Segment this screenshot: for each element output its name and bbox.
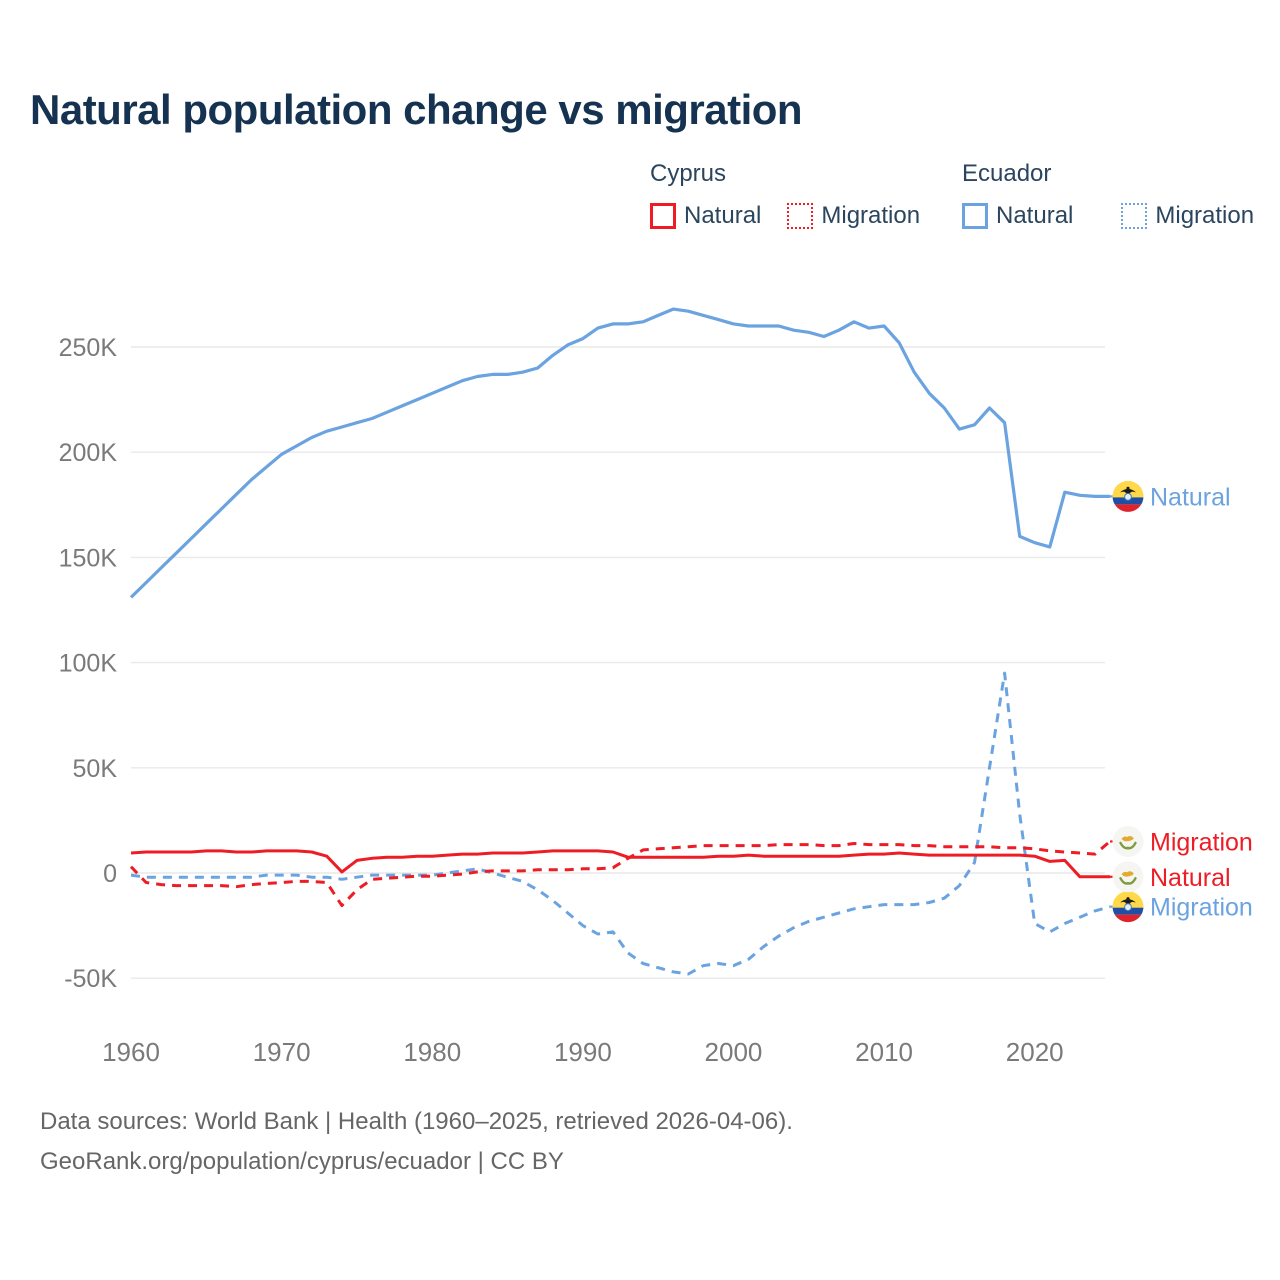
y-axis-tick-labels — [59, 334, 118, 993]
x-tick-label: 1980 — [403, 1037, 462, 1067]
ecuador-migration-line[interactable] — [131, 673, 1110, 974]
y-tick-label: -50K — [64, 965, 117, 994]
x-tick-label: 1990 — [553, 1037, 612, 1067]
ecuador-migration-end-label: Migration — [1150, 893, 1253, 922]
legend-label: Migration — [1155, 202, 1255, 229]
cyprus-natural-end-label: Natural — [1150, 863, 1231, 892]
gridlines — [131, 347, 1105, 978]
x-tick-label: 1970 — [252, 1037, 311, 1067]
legend-label: Natural — [684, 202, 762, 229]
cyprus-migration-end-label: Migration — [1150, 828, 1253, 857]
cyprus-flag-icon — [1113, 861, 1144, 892]
legend-label: Natural — [996, 202, 1074, 229]
y-tick-label: 200K — [58, 439, 117, 468]
series-end-labels — [1110, 480, 1253, 922]
legend-country-cyprus: Cyprus — [650, 160, 727, 187]
ecuador-natural-line[interactable] — [131, 309, 1110, 597]
page-title: Natural population change vs migration — [30, 86, 803, 133]
x-tick-label: 2010 — [855, 1037, 914, 1067]
ecuador-natural-end-label: Natural — [1150, 483, 1231, 512]
ecuador-flag-icon — [1112, 480, 1144, 512]
y-tick-label: 250K — [58, 334, 117, 362]
legend-label: Migration — [821, 202, 921, 229]
cyprus-flag-icon — [1113, 826, 1144, 857]
legend-country-ecuador: Ecuador — [962, 160, 1052, 187]
footer-data-sources: Data sources: World Bank | Health (1960–2025, retrieved 2026-04-06). — [40, 1108, 793, 1135]
y-tick-label: 50K — [72, 754, 117, 783]
series-lines — [131, 309, 1110, 974]
x-tick-label: 2020 — [1005, 1037, 1064, 1067]
ecuador-flag-icon — [1112, 891, 1144, 923]
y-tick-label: 0 — [103, 860, 117, 888]
footer-attribution: GeoRank.org/population/cyprus/ecuador | CC BY — [40, 1148, 564, 1175]
y-tick-label: 100K — [58, 649, 117, 678]
x-tick-label: 1960 — [102, 1037, 160, 1067]
x-axis-tick-labels — [102, 1037, 1064, 1067]
x-tick-label: 2000 — [704, 1037, 763, 1067]
y-tick-label: 150K — [58, 544, 117, 573]
